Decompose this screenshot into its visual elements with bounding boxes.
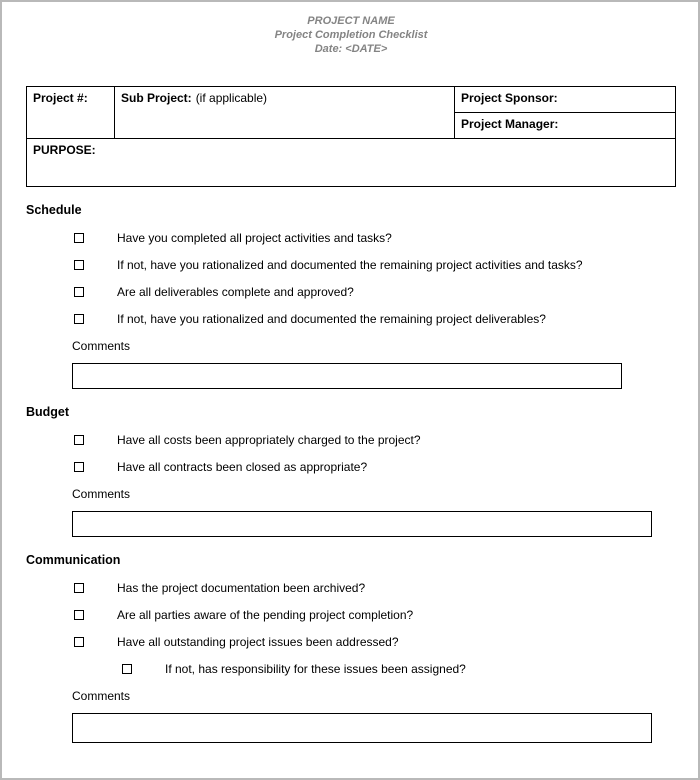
checklist-item-sub xyxy=(122,662,676,677)
section-communication xyxy=(26,553,676,743)
checkbox[interactable] xyxy=(74,637,84,647)
checklist-item-text: Are all deliverables complete and approved? xyxy=(117,285,354,299)
checklist-subtitle: Project Completion Checklist xyxy=(274,29,428,41)
checklist-item xyxy=(74,635,676,650)
comments-label-communication: Comments xyxy=(72,689,131,703)
checklist-item-text: If not, have you rationalized and documented the remaining project activities and tasks? xyxy=(117,258,583,272)
checklist-item-text: Have all costs been appropriately charged to the project? xyxy=(117,433,421,447)
section-title-communication: Communication xyxy=(26,553,121,567)
checkbox[interactable] xyxy=(74,610,84,620)
checkbox[interactable] xyxy=(74,583,84,593)
checklist-item xyxy=(74,433,676,448)
schedule-comments-input[interactable] xyxy=(72,363,622,389)
checklist-item xyxy=(74,312,676,327)
project-info-table xyxy=(26,86,676,187)
checklist-item xyxy=(74,285,676,300)
checklist-item xyxy=(74,608,676,623)
checkbox[interactable] xyxy=(74,233,84,243)
checklist-item xyxy=(74,258,676,273)
document-header xyxy=(26,14,676,56)
communication-comments-input[interactable] xyxy=(72,713,652,743)
project-number-label: Project #: xyxy=(33,91,88,105)
project-number-cell[interactable] xyxy=(27,87,115,139)
checklist-item-text: Has the project documentation been archived? xyxy=(117,581,366,595)
project-manager-cell[interactable] xyxy=(455,113,676,139)
section-schedule xyxy=(26,203,676,389)
checkbox[interactable] xyxy=(74,435,84,445)
comments-label-schedule: Comments xyxy=(72,339,131,353)
purpose-label: PURPOSE: xyxy=(33,143,96,157)
project-sponsor-cell[interactable] xyxy=(455,87,676,113)
checklist-item xyxy=(74,581,676,596)
checkbox[interactable] xyxy=(74,462,84,472)
checklist-item-text: If not, has responsibility for these issues been assigned? xyxy=(165,662,466,676)
checklist-item xyxy=(74,231,676,246)
section-budget xyxy=(26,405,676,537)
project-sponsor-label: Project Sponsor: xyxy=(461,91,558,105)
section-title-budget: Budget xyxy=(26,405,70,419)
sub-project-label: Sub Project: xyxy=(121,91,192,105)
comments-label-budget: Comments xyxy=(72,487,131,501)
checkbox[interactable] xyxy=(74,314,84,324)
date-line: Date: <DATE> xyxy=(314,43,388,55)
project-manager-label: Project Manager: xyxy=(461,117,559,131)
checklist-item-text: Are all parties aware of the pending project completion? xyxy=(117,608,414,622)
checklist-item-text: Have all outstanding project issues been addressed? xyxy=(117,635,399,649)
section-title-schedule: Schedule xyxy=(26,203,82,217)
checkbox[interactable] xyxy=(74,287,84,297)
checkbox[interactable] xyxy=(122,664,132,674)
checklist-item-text: If not, have you rationalized and documented the remaining project deliverables? xyxy=(117,312,546,326)
sub-project-cell[interactable] xyxy=(115,87,455,139)
budget-comments-input[interactable] xyxy=(72,511,652,537)
checklist-item xyxy=(74,460,676,475)
sub-project-note: (if applicable) xyxy=(195,91,268,105)
project-name-title: PROJECT NAME xyxy=(307,15,395,27)
purpose-cell[interactable] xyxy=(27,139,676,187)
checklist-item-text: Have you completed all project activities and tasks? xyxy=(117,231,392,245)
checkbox[interactable] xyxy=(74,260,84,270)
checklist-item-text: Have all contracts been closed as appropriate? xyxy=(117,460,368,474)
